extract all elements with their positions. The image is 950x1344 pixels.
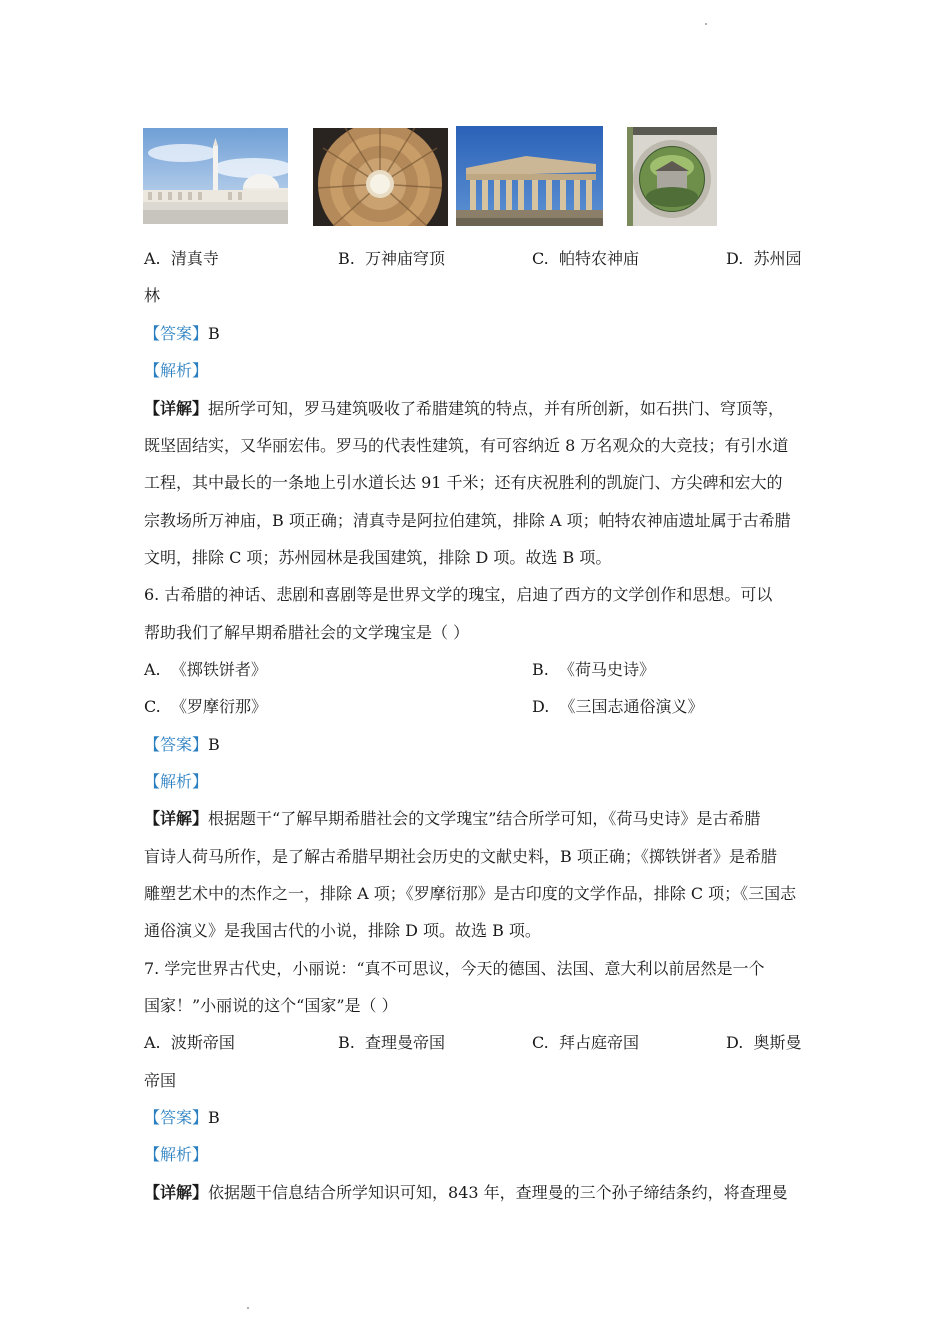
option-letter: B. <box>338 249 355 268</box>
option-text: 《罗摩衍那》 <box>170 697 267 716</box>
q6-detail-line-4: 通俗演义》是我国古代的小说，排除 D 项。故选 B 项。 <box>144 921 541 940</box>
option-text: 帕特农神庙 <box>558 249 639 268</box>
detail-tag: 【详解】 <box>144 1183 209 1202</box>
q5-analysis-tag: 【解析】 <box>144 361 209 380</box>
option-letter: B. <box>338 1033 355 1052</box>
answer-value: B <box>208 324 220 343</box>
detail-tag: 【详解】 <box>144 399 209 418</box>
q5-answer <box>144 324 220 344</box>
q5-option-d-wrap: 林 <box>144 286 161 305</box>
option-letter: A. <box>144 660 161 679</box>
q7-detail-line-1 <box>144 1183 788 1203</box>
q7-analysis-tag: 【解析】 <box>144 1145 209 1164</box>
detail-text: 依据题干信息结合所学知识可知，843 年，查理曼的三个孙子缔结条约，将查理曼 <box>208 1183 788 1202</box>
answer-value: B <box>208 1108 220 1127</box>
detail-text: 据所学可知，罗马建筑吸收了希腊建筑的特点，并有所创新，如石拱门、穹顶等， <box>208 399 785 418</box>
option-letter: C. <box>532 1033 549 1052</box>
q6-option-b <box>532 660 655 680</box>
option-text: 《荷马史诗》 <box>559 660 656 679</box>
option-letter: C. <box>144 697 161 716</box>
q5-detail-line-1 <box>144 399 784 419</box>
option-text: 清真寺 <box>170 249 219 268</box>
option-letter: D. <box>532 697 550 716</box>
q5-option-c <box>532 249 639 269</box>
q7-answer <box>144 1108 220 1128</box>
q5-detail-line-2: 既坚固结实，又华丽宏伟。罗马的代表性建筑，有可容纳近 8 万名观众的大竞技；有引水道 <box>144 436 789 455</box>
q6-answer <box>144 735 220 755</box>
answer-tag: 【答案】 <box>144 1108 209 1127</box>
q5-option-d <box>726 249 802 269</box>
option-letter: A. <box>144 1033 161 1052</box>
option-text: 苏州园 <box>753 249 802 268</box>
answer-tag: 【答案】 <box>144 735 209 754</box>
option-letter: A. <box>144 249 161 268</box>
q7-stem-line-2: 国家！”小丽说的这个“国家”是（ ） <box>144 996 398 1015</box>
q6-detail-line-2: 盲诗人荷马所作，是了解古希腊早期社会历史的文献史料，B 项正确；《掷铁饼者》是希腊 <box>144 847 777 866</box>
option-text: 波斯帝国 <box>170 1033 235 1052</box>
q5-detail-line-3: 工程，其中最长的一条地上引水道长达 91 千米；还有庆祝胜利的凯旋门、方尖碑和宏大的 <box>144 473 783 492</box>
q6-detail-line-3: 雕塑艺术中的杰作之一，排除 A 项；《罗摩衍那》是古印度的文学作品，排除 C 项；《三国志 <box>144 884 797 903</box>
option-text: 奥斯曼 <box>753 1033 802 1052</box>
q6-option-a <box>144 660 267 680</box>
pantheon-dome-photo <box>313 128 448 226</box>
q7-option-b <box>338 1033 445 1053</box>
q7-stem-line-1: 7. 学完世界古代史，小丽说：“真不可思议，今天的德国、法国、意大利以前居然是一个 <box>144 959 765 978</box>
option-letter: D. <box>726 249 744 268</box>
page-dot-bottom <box>247 1307 249 1309</box>
answer-value: B <box>208 735 220 754</box>
q7-option-a <box>144 1033 235 1053</box>
q6-option-d <box>532 697 704 717</box>
option-text: 《掷铁饼者》 <box>170 660 267 679</box>
q5-option-b <box>338 249 445 269</box>
option-text: 查理曼帝国 <box>365 1033 446 1052</box>
option-letter: B. <box>532 660 549 679</box>
option-text: 万神庙穹顶 <box>365 249 446 268</box>
q6-detail-line-1 <box>144 809 760 829</box>
q7-option-d-wrap: 帝国 <box>144 1071 177 1090</box>
option-text: 拜占庭帝国 <box>558 1033 639 1052</box>
option-text: 《三国志通俗演义》 <box>559 697 704 716</box>
q6-stem-line-2: 帮助我们了解早期希腊社会的文学瑰宝是（ ） <box>144 623 470 642</box>
q5-option-a <box>144 249 219 269</box>
q5-detail-line-5: 文明，排除 C 项；苏州园林是我国建筑，排除 D 项。故选 B 项。 <box>144 548 612 567</box>
detail-tag: 【详解】 <box>144 809 209 828</box>
page-dot-top <box>705 23 707 25</box>
detail-text: 根据题干“了解早期希腊社会的文学瑰宝”结合所学可知，《荷马史诗》是古希腊 <box>208 809 761 828</box>
q5-detail-line-4: 宗教场所万神庙，B 项正确；清真寺是阿拉伯建筑，排除 A 项；帕特农神庙遗址属于古希腊 <box>144 511 791 530</box>
option-letter: D. <box>726 1033 744 1052</box>
q7-option-d <box>726 1033 802 1053</box>
mosque-photo <box>143 128 288 224</box>
q7-option-c <box>532 1033 639 1053</box>
q6-stem-line-1: 6. 古希腊的神话、悲剧和喜剧等是世界文学的瑰宝，启迪了西方的文学创作和思想。可以 <box>144 585 773 604</box>
suzhou-garden-moon-gate-photo <box>627 127 717 226</box>
option-letter: C. <box>532 249 549 268</box>
parthenon-photo <box>456 126 603 226</box>
q6-option-c <box>144 697 267 717</box>
answer-tag: 【答案】 <box>144 324 209 343</box>
q6-analysis-tag: 【解析】 <box>144 772 209 791</box>
